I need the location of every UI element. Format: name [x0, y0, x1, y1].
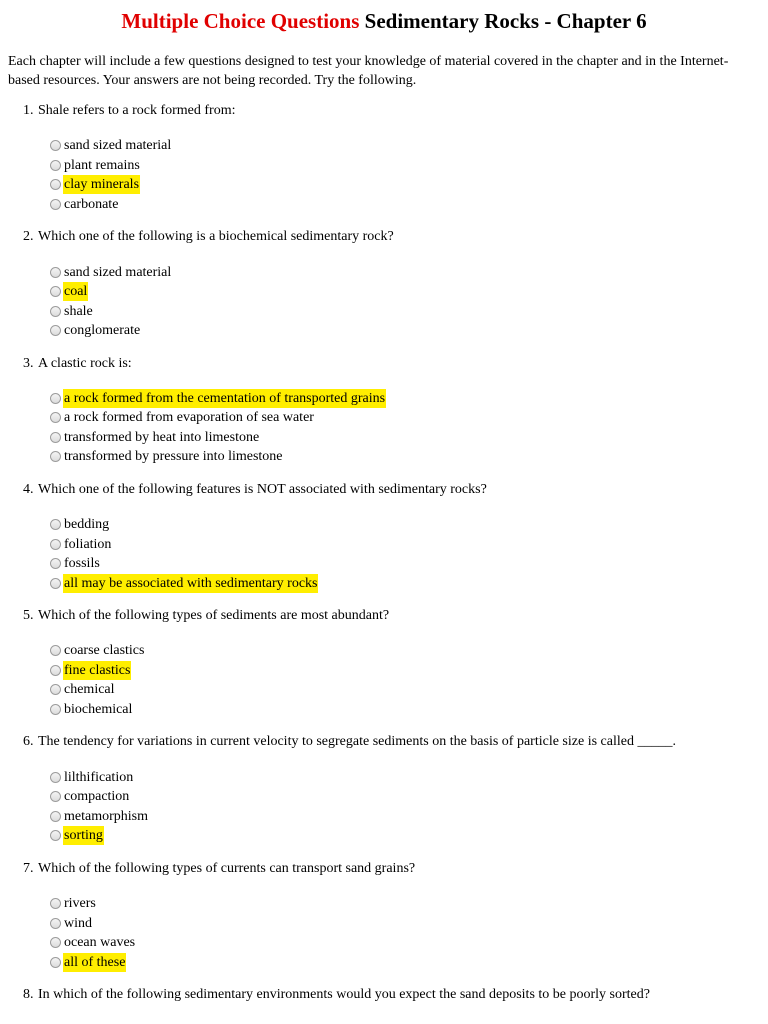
question-item: [23, 101, 768, 227]
radio-button[interactable]: [50, 937, 61, 948]
answer-option[interactable]: [50, 156, 768, 176]
answer-label: biochemical: [64, 701, 133, 717]
answer-label: sand sized material: [64, 138, 172, 154]
radio-button[interactable]: [50, 645, 61, 656]
radio-button[interactable]: [50, 684, 61, 695]
question-item: [23, 354, 768, 480]
correct-answer-label: sorting: [64, 828, 103, 844]
radio-button[interactable]: [50, 306, 61, 317]
answer-label: bedding: [64, 517, 110, 533]
radio-button[interactable]: [50, 898, 61, 909]
answer-options: [50, 894, 768, 972]
correct-answer-label: fine clastics: [64, 662, 131, 678]
question-prompt: The tendency for variations in current velocity to segregate sediments on the basis of particle size is called _____.: [38, 734, 676, 750]
answer-option[interactable]: [50, 262, 768, 282]
radio-button[interactable]: [50, 665, 61, 676]
question-item: [23, 859, 768, 985]
answer-option[interactable]: [50, 894, 768, 914]
question-text: [23, 732, 768, 751]
question-number: 1.: [23, 103, 34, 118]
answer-option[interactable]: [50, 554, 768, 574]
answer-option[interactable]: [50, 700, 768, 720]
question-text: [23, 985, 768, 1004]
page-title: [0, 8, 768, 34]
answer-label: foliation: [64, 536, 112, 552]
answer-options: [50, 515, 768, 593]
answer-label: plant remains: [64, 157, 140, 173]
radio-button[interactable]: [50, 179, 61, 190]
question-text: [23, 227, 768, 246]
question-number: 3.: [23, 355, 34, 371]
answer-options: [50, 389, 768, 467]
answer-label: fossils: [64, 556, 100, 572]
radio-button[interactable]: [50, 830, 61, 841]
radio-button[interactable]: [50, 957, 61, 968]
answer-label: metamorphism: [64, 808, 148, 824]
answer-label: shale: [64, 303, 93, 319]
answer-option[interactable]: [50, 136, 768, 156]
question-number: 4.: [23, 481, 34, 497]
answer-option[interactable]: [50, 515, 768, 535]
answer-option[interactable]: [50, 933, 768, 953]
answer-option[interactable]: [50, 952, 768, 972]
radio-button[interactable]: [50, 393, 61, 404]
question-text: [23, 354, 768, 373]
radio-button[interactable]: [50, 811, 61, 822]
answer-label: transformed by heat into limestone: [64, 429, 260, 445]
answer-option[interactable]: [50, 195, 768, 215]
answer-label: a rock formed from evaporation of sea water: [64, 410, 314, 426]
answer-option[interactable]: [50, 534, 768, 554]
answer-option[interactable]: [50, 806, 768, 826]
radio-button[interactable]: [50, 325, 61, 336]
answer-label: compaction: [64, 789, 130, 805]
answer-option[interactable]: [50, 408, 768, 428]
radio-button[interactable]: [50, 578, 61, 589]
answer-option[interactable]: [50, 787, 768, 807]
question-number: 2.: [23, 229, 34, 245]
answer-option[interactable]: [50, 175, 768, 195]
answer-options: [50, 262, 768, 340]
question-item: [23, 732, 768, 858]
answer-option[interactable]: [50, 826, 768, 846]
radio-button[interactable]: [50, 199, 61, 210]
intro-paragraph: Each chapter will include a few questions designed to test your knowledge of material covered in the chapter and in the Internet-based resources. Your answers are not being recorded. Try the following.: [8, 54, 729, 88]
answer-label: carbonate: [64, 196, 119, 212]
question-item: [23, 606, 768, 732]
question-prompt: Which of the following types of currents can transport sand grains?: [38, 860, 416, 876]
answer-label: conglomerate: [64, 323, 141, 339]
answer-option[interactable]: [50, 282, 768, 302]
question-list: [0, 101, 768, 1024]
question-number: 5.: [23, 608, 34, 624]
question-prompt: Shale refers to a rock formed from:: [38, 103, 236, 118]
answer-option[interactable]: [50, 573, 768, 593]
answer-option[interactable]: [50, 767, 768, 787]
correct-answer-label: a rock formed from the cementation of transported grains: [64, 390, 386, 406]
answer-option[interactable]: [50, 913, 768, 933]
answer-option[interactable]: [50, 641, 768, 661]
answer-label: wind: [64, 915, 92, 931]
title-chapter: Sedimentary Rocks - Chapter 6: [364, 9, 647, 33]
radio-button[interactable]: [50, 267, 61, 278]
radio-button[interactable]: [50, 918, 61, 929]
radio-button[interactable]: [50, 140, 61, 151]
answer-options: [50, 767, 768, 845]
question-text: [23, 101, 768, 120]
answer-label: rivers: [64, 896, 96, 912]
radio-button[interactable]: [50, 286, 61, 297]
answer-label: ocean waves: [64, 935, 136, 951]
answer-options: [50, 136, 768, 214]
question-item: [23, 985, 768, 1024]
correct-answer-label: clay minerals: [64, 177, 140, 193]
radio-button[interactable]: [50, 160, 61, 171]
radio-button[interactable]: [50, 432, 61, 443]
answer-label: transformed by pressure into limestone: [64, 449, 283, 465]
question-prompt: Which of the following types of sediments are most abundant?: [38, 608, 390, 624]
answer-label: sand sized material: [64, 264, 172, 280]
radio-button[interactable]: [50, 772, 61, 783]
answer-option[interactable]: [50, 428, 768, 448]
title-highlight: Multiple Choice Questions: [121, 9, 360, 33]
question-prompt: A clastic rock is:: [38, 355, 132, 371]
radio-button[interactable]: [50, 539, 61, 550]
question-item: [23, 227, 768, 353]
answer-label: chemical: [64, 682, 115, 698]
answer-label: lilthification: [64, 769, 134, 785]
question-number: 6.: [23, 734, 34, 750]
question-item: [23, 480, 768, 606]
radio-button[interactable]: [50, 558, 61, 569]
answer-options: [50, 641, 768, 719]
answer-option[interactable]: [50, 321, 768, 341]
radio-button[interactable]: [50, 704, 61, 715]
question-text: [23, 606, 768, 625]
question-prompt: Which one of the following is a biochemical sedimentary rock?: [38, 229, 394, 245]
question-prompt: Which one of the following features is NOT associated with sedimentary rocks?: [38, 481, 487, 497]
radio-button[interactable]: [50, 791, 61, 802]
answer-option[interactable]: [50, 389, 768, 409]
answer-option[interactable]: [50, 301, 768, 321]
answer-option[interactable]: [50, 680, 768, 700]
correct-answer-label: all may be associated with sedimentary rocks: [64, 575, 318, 591]
correct-answer-label: all of these: [64, 954, 126, 970]
answer-option[interactable]: [50, 661, 768, 681]
question-number: 8.: [23, 987, 34, 1003]
radio-button[interactable]: [50, 412, 61, 423]
question-prompt: In which of the following sedimentary environments would you expect the sand deposits to be poorly sorted?: [38, 987, 650, 1003]
question-text: [23, 480, 768, 499]
radio-button[interactable]: [50, 519, 61, 530]
question-number: 7.: [23, 860, 34, 876]
answer-option[interactable]: [50, 447, 768, 467]
radio-button[interactable]: [50, 451, 61, 462]
correct-answer-label: coal: [64, 284, 88, 300]
answer-label: coarse clastics: [64, 643, 145, 659]
question-text: [23, 859, 768, 878]
